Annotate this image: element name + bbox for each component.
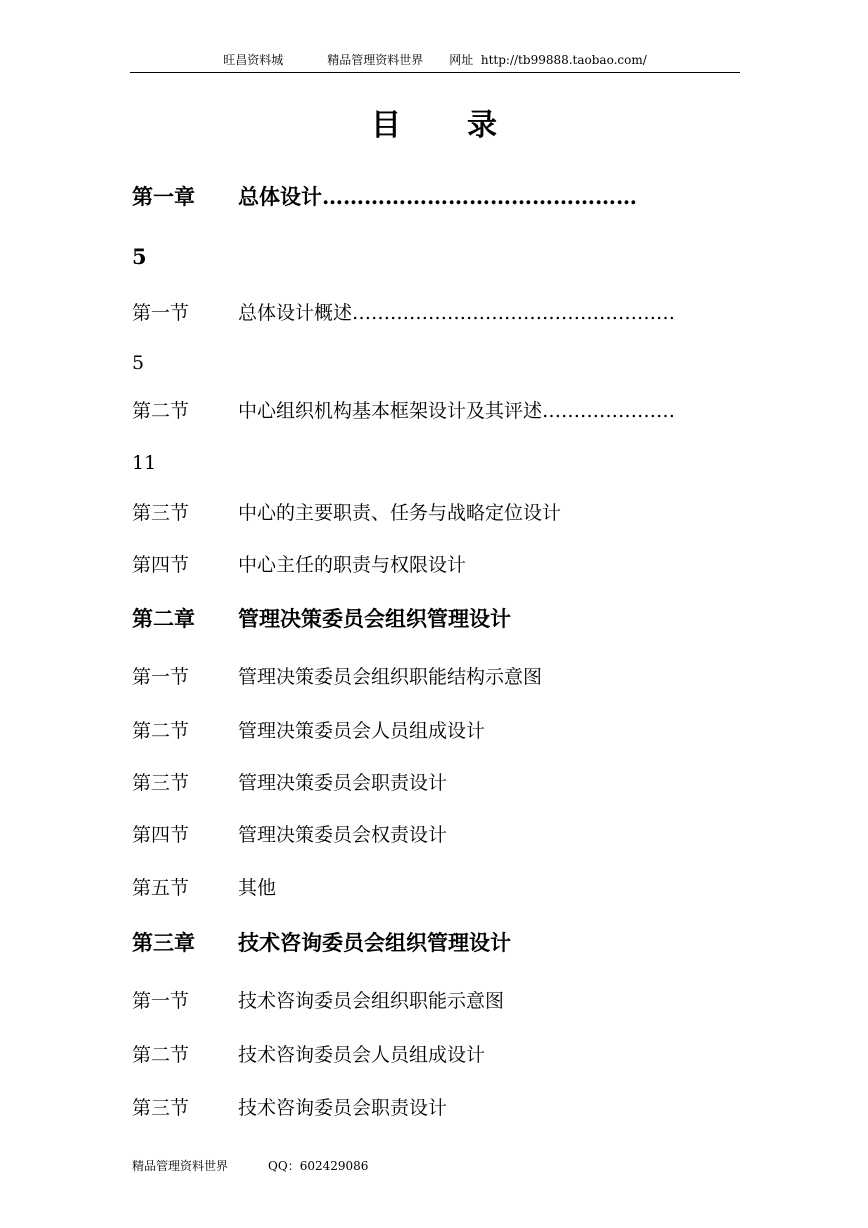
page-header — [130, 52, 740, 73]
toc-text: 总体设计概述…………………………………………… — [238, 302, 676, 324]
footer-qq: QQ：602429086 — [268, 1159, 369, 1173]
toc-section-2-2 — [132, 716, 742, 746]
header-shop: 旺昌资料城 — [223, 53, 284, 67]
toc-label: 第三节 — [132, 1097, 190, 1119]
toc-text: 中心组织机构基本框架设计及其评述………………… — [238, 400, 676, 422]
toc-text: 中心主任的职责与权限设计 — [238, 554, 467, 576]
toc-text: 技术咨询委员会职责设计 — [238, 1097, 448, 1119]
toc-label: 第三节 — [132, 772, 190, 794]
toc-chapter-2 — [132, 604, 742, 634]
toc-section-2-4 — [132, 820, 742, 850]
toc-label: 第五节 — [132, 877, 190, 899]
header-world: 精品管理资料世界 — [327, 53, 424, 67]
toc-label: 第一章 — [132, 184, 195, 209]
toc-label: 第二节 — [132, 1044, 190, 1066]
toc-page-number: 5 — [132, 352, 145, 374]
title-char-2: 录 — [467, 108, 497, 143]
toc-chapter-1 — [132, 182, 742, 212]
toc-text: 管理决策委员会组织职能结构示意图 — [238, 666, 543, 688]
toc-label: 第一节 — [132, 990, 190, 1012]
toc-section-1-4 — [132, 550, 742, 580]
toc-section-1-3 — [132, 498, 742, 528]
toc-label: 第一节 — [132, 302, 190, 324]
toc-text: 管理决策委员会组织管理设计 — [238, 606, 511, 631]
toc-section-3-2 — [132, 1040, 742, 1070]
page-footer — [132, 1158, 368, 1174]
toc-section-3-1 — [132, 986, 742, 1016]
toc-label: 第二节 — [132, 400, 190, 422]
header-site-url: http://tb99888.taobao.com/ — [480, 53, 647, 67]
toc-text: 中心的主要职责、任务与战略定位设计 — [238, 502, 562, 524]
title-char-1: 目 — [371, 108, 401, 143]
toc-page-number: 11 — [132, 452, 157, 474]
toc-label: 第二章 — [132, 606, 195, 631]
toc-text: 技术咨询委员会组织管理设计 — [238, 930, 511, 955]
toc-text: 管理决策委员会职责设计 — [238, 772, 448, 794]
toc-label: 第一节 — [132, 666, 190, 688]
toc-label: 第四节 — [132, 554, 190, 576]
toc-section-3-3 — [132, 1093, 742, 1123]
toc-chapter-3 — [132, 928, 742, 958]
toc-label: 第四节 — [132, 824, 190, 846]
toc-text: 技术咨询委员会人员组成设计 — [238, 1044, 486, 1066]
toc-section-1-1 — [132, 298, 742, 328]
toc-label: 第二节 — [132, 720, 190, 742]
toc-label: 第三章 — [132, 930, 195, 955]
toc-label: 第三节 — [132, 502, 190, 524]
toc-text: 管理决策委员会人员组成设计 — [238, 720, 486, 742]
toc-text: 技术咨询委员会组织职能示意图 — [238, 990, 505, 1012]
toc-text: 其他 — [238, 877, 277, 899]
toc-section-2-5 — [132, 873, 742, 903]
page-title — [0, 106, 868, 146]
toc-page-number: 5 — [132, 244, 147, 269]
footer-world: 精品管理资料世界 — [132, 1159, 229, 1173]
toc-section-2-3 — [132, 768, 742, 798]
toc-text: 管理决策委员会权责设计 — [238, 824, 448, 846]
toc-section-2-1 — [132, 662, 742, 692]
toc-text: 总体设计……………………………………… — [238, 184, 637, 209]
header-site-label: 网址 — [449, 53, 474, 67]
toc-section-1-2 — [132, 396, 742, 426]
